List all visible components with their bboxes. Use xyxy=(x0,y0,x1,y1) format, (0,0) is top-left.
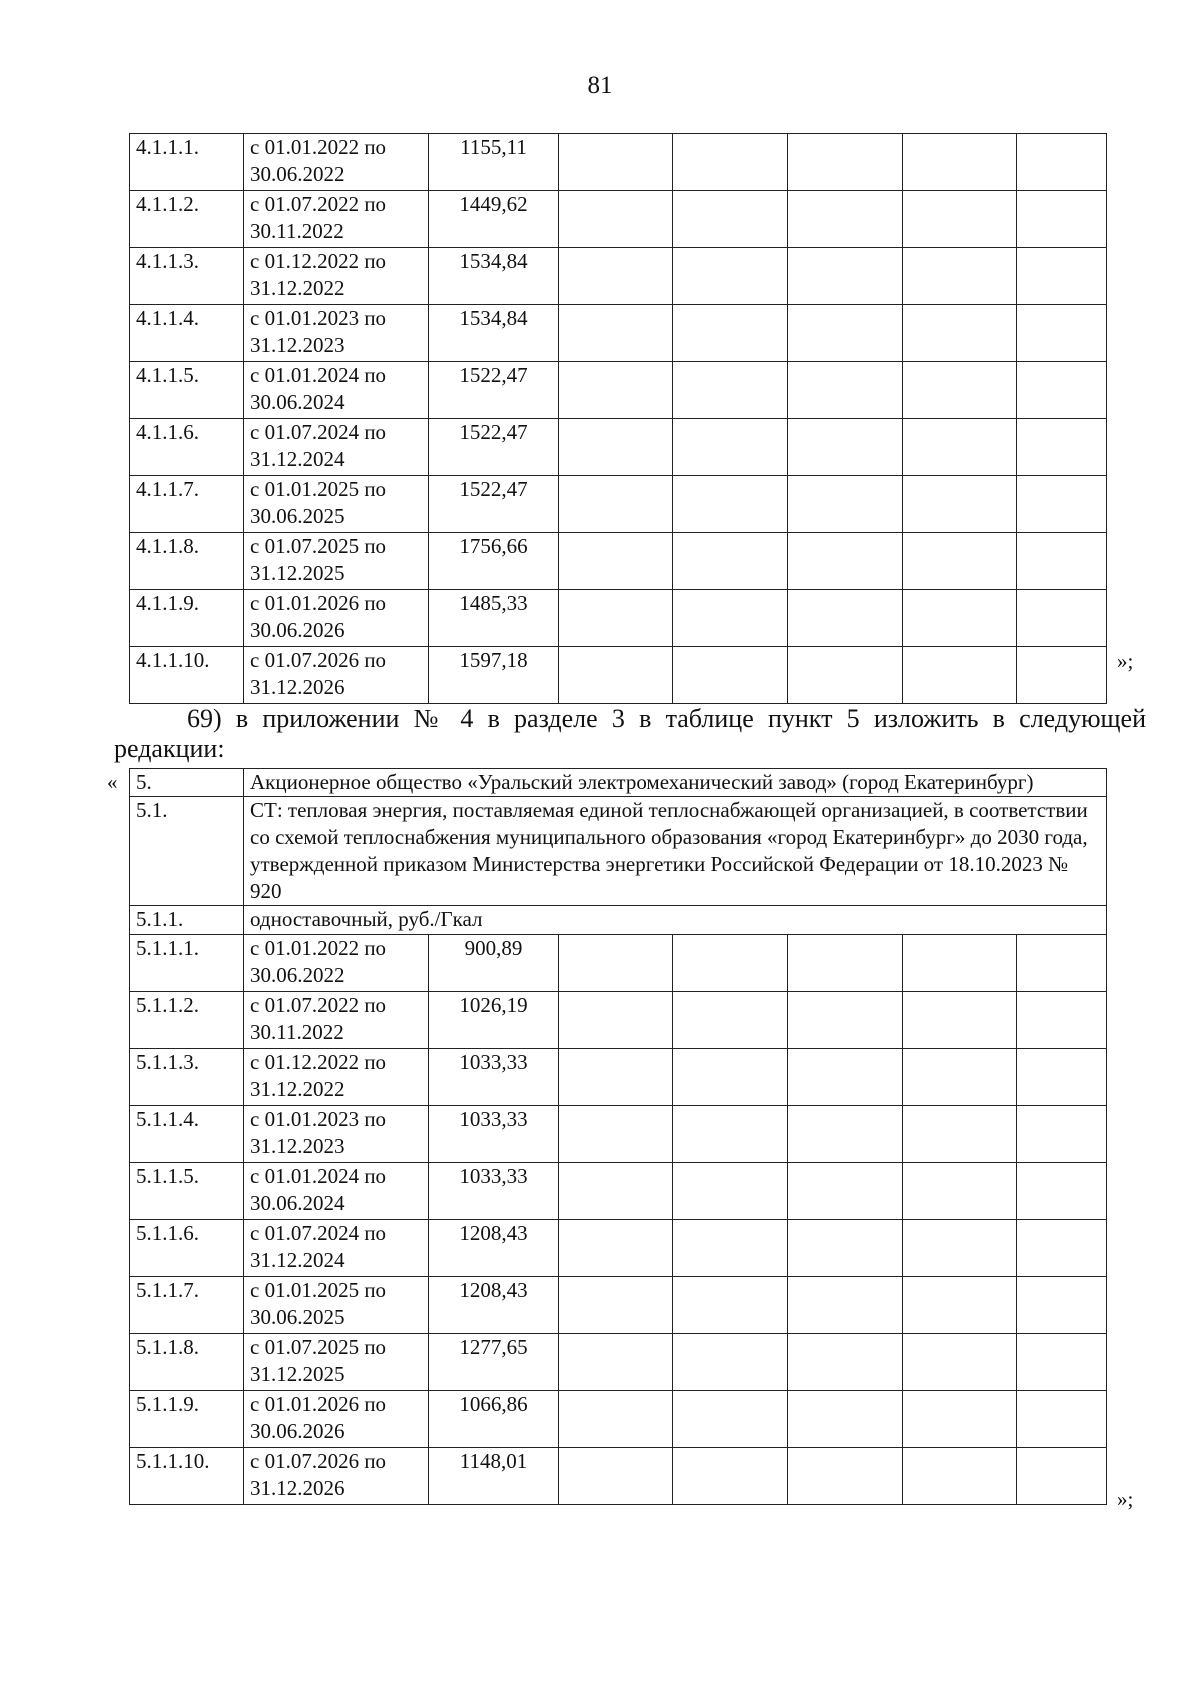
empty-cell xyxy=(559,1448,673,1505)
table-row xyxy=(130,248,1107,305)
tariff-table-continued xyxy=(129,133,1107,704)
empty-cell xyxy=(788,362,903,419)
empty-cell xyxy=(673,134,788,191)
empty-cell xyxy=(559,134,673,191)
empty-cell xyxy=(559,1220,673,1277)
closing-quote-mark: »; xyxy=(1117,1487,1134,1511)
row-code: 5.1.1.5. xyxy=(130,1163,244,1220)
page-number: 81 xyxy=(587,72,613,99)
empty-cell xyxy=(903,992,1017,1049)
row-period: с 01.07.2025 по 31.12.2025 xyxy=(244,533,429,590)
row-code: 5.1.1.6. xyxy=(130,1220,244,1277)
row-period: с 01.01.2022 по 30.06.2022 xyxy=(244,134,429,191)
empty-cell xyxy=(903,1448,1017,1505)
empty-cell xyxy=(788,1448,903,1505)
empty-cell xyxy=(559,1049,673,1106)
rate-type: одноставочный, руб./Гкал xyxy=(244,906,1107,935)
row-period: с 01.07.2026 по 31.12.2026 xyxy=(244,647,429,704)
empty-cell xyxy=(673,1220,788,1277)
org-name: Акционерное общество «Уральский электромеханический завод» (город Екатеринбург) xyxy=(244,769,1107,797)
table-row xyxy=(130,590,1107,647)
row-value: 900,89 xyxy=(429,935,559,992)
empty-cell xyxy=(673,533,788,590)
empty-cell xyxy=(788,1049,903,1106)
row-period: с 01.01.2022 по 30.06.2022 xyxy=(244,935,429,992)
row-period: с 01.07.2025 по 31.12.2025 xyxy=(244,1334,429,1391)
empty-cell xyxy=(673,935,788,992)
empty-cell xyxy=(673,1277,788,1334)
empty-cell xyxy=(559,992,673,1049)
row-value: 1449,62 xyxy=(429,191,559,248)
row-code: 5.1.1.2. xyxy=(130,992,244,1049)
empty-cell xyxy=(788,1277,903,1334)
row-code: 5.1.1.10. xyxy=(130,1448,244,1505)
empty-cell xyxy=(1017,362,1107,419)
row-code: 4.1.1.3. xyxy=(130,248,244,305)
table-row xyxy=(130,1391,1107,1448)
empty-cell xyxy=(788,191,903,248)
empty-cell xyxy=(1017,590,1107,647)
empty-cell xyxy=(903,1277,1017,1334)
table-row xyxy=(130,647,1107,704)
empty-cell xyxy=(903,305,1017,362)
tariff-table-section-5 xyxy=(129,768,1107,1505)
row-period: с 01.01.2025 по 30.06.2025 xyxy=(244,1277,429,1334)
empty-cell xyxy=(559,935,673,992)
empty-cell xyxy=(903,1334,1017,1391)
row-code: 5.1.1.3. xyxy=(130,1049,244,1106)
empty-cell xyxy=(788,647,903,704)
empty-cell xyxy=(673,1334,788,1391)
empty-cell xyxy=(903,134,1017,191)
empty-cell xyxy=(559,419,673,476)
row-value: 1208,43 xyxy=(429,1277,559,1334)
table-row xyxy=(130,1448,1107,1505)
empty-cell xyxy=(559,362,673,419)
empty-cell xyxy=(788,590,903,647)
empty-cell xyxy=(1017,134,1107,191)
row-period: с 01.07.2022 по 30.11.2022 xyxy=(244,992,429,1049)
empty-cell xyxy=(1017,1220,1107,1277)
empty-cell xyxy=(673,362,788,419)
empty-cell xyxy=(673,476,788,533)
row-value: 1756,66 xyxy=(429,533,559,590)
row-period: с 01.12.2022 по 31.12.2022 xyxy=(244,1049,429,1106)
row-value: 1534,84 xyxy=(429,305,559,362)
table-row xyxy=(130,1163,1107,1220)
empty-cell xyxy=(903,419,1017,476)
empty-cell xyxy=(673,1163,788,1220)
table-row xyxy=(130,476,1107,533)
empty-cell xyxy=(559,1163,673,1220)
empty-cell xyxy=(673,248,788,305)
empty-cell xyxy=(1017,305,1107,362)
row-code: 5.1.1.4. xyxy=(130,1106,244,1163)
empty-cell xyxy=(1017,1334,1107,1391)
row-period: с 01.07.2022 по 30.11.2022 xyxy=(244,191,429,248)
empty-cell xyxy=(903,1106,1017,1163)
table-row xyxy=(130,1334,1107,1391)
row-value: 1277,65 xyxy=(429,1334,559,1391)
row-period: с 01.01.2024 по 30.06.2024 xyxy=(244,362,429,419)
row-value: 1066,86 xyxy=(429,1391,559,1448)
table-row xyxy=(130,1049,1107,1106)
empty-cell xyxy=(788,476,903,533)
row-code: 4.1.1.5. xyxy=(130,362,244,419)
row-code: 5.1.1.9. xyxy=(130,1391,244,1448)
st-code: 5.1. xyxy=(130,797,244,906)
empty-cell xyxy=(788,1220,903,1277)
empty-cell xyxy=(903,935,1017,992)
table-row xyxy=(130,1277,1107,1334)
row-period: с 01.01.2026 по 30.06.2026 xyxy=(244,590,429,647)
table-row xyxy=(130,362,1107,419)
org-code: 5. xyxy=(130,769,244,797)
empty-cell xyxy=(559,476,673,533)
empty-cell xyxy=(673,1049,788,1106)
empty-cell xyxy=(559,590,673,647)
st-description: СТ: тепловая энергия, поставляемая единой теплоснабжающей организацией, в соответствии со схемой теплоснабжения муниципального образования «город Екатеринбург» до 2030 года, утвержденной приказом Министерства энергетики Российской Федерации от 18.10.2023 № 920 xyxy=(244,797,1107,906)
row-value: 1208,43 xyxy=(429,1220,559,1277)
table-row xyxy=(130,1220,1107,1277)
row-value: 1033,33 xyxy=(429,1163,559,1220)
empty-cell xyxy=(559,1391,673,1448)
row-code: 4.1.1.8. xyxy=(130,533,244,590)
empty-cell xyxy=(673,590,788,647)
empty-cell xyxy=(903,476,1017,533)
empty-cell xyxy=(1017,1391,1107,1448)
row-code: 4.1.1.1. xyxy=(130,134,244,191)
empty-cell xyxy=(788,248,903,305)
empty-cell xyxy=(673,1391,788,1448)
empty-cell xyxy=(673,191,788,248)
empty-cell xyxy=(1017,1106,1107,1163)
empty-cell xyxy=(788,1106,903,1163)
empty-cell xyxy=(903,647,1017,704)
empty-cell xyxy=(559,191,673,248)
table-row xyxy=(130,305,1107,362)
empty-cell xyxy=(673,992,788,1049)
row-value: 1148,01 xyxy=(429,1448,559,1505)
empty-cell xyxy=(559,248,673,305)
empty-cell xyxy=(903,590,1017,647)
row-code: 4.1.1.4. xyxy=(130,305,244,362)
empty-cell xyxy=(1017,1049,1107,1106)
empty-cell xyxy=(1017,476,1107,533)
amendment-instruction: 69) в приложении № 4 в разделе 3 в таблице пункт 5 изложить в следующей редакции: xyxy=(114,704,1146,763)
empty-cell xyxy=(903,362,1017,419)
empty-cell xyxy=(788,305,903,362)
empty-cell xyxy=(559,647,673,704)
row-code: 4.1.1.9. xyxy=(130,590,244,647)
row-value: 1522,47 xyxy=(429,362,559,419)
row-value: 1534,84 xyxy=(429,248,559,305)
empty-cell xyxy=(1017,533,1107,590)
table-row xyxy=(130,992,1107,1049)
empty-cell xyxy=(788,1391,903,1448)
empty-cell xyxy=(559,305,673,362)
row-value: 1522,47 xyxy=(429,419,559,476)
empty-cell xyxy=(559,533,673,590)
empty-cell xyxy=(788,419,903,476)
row-period: с 01.07.2024 по 31.12.2024 xyxy=(244,1220,429,1277)
empty-cell xyxy=(559,1334,673,1391)
row-value: 1485,33 xyxy=(429,590,559,647)
empty-cell xyxy=(788,1163,903,1220)
row-code: 4.1.1.2. xyxy=(130,191,244,248)
empty-cell xyxy=(788,992,903,1049)
row-period: с 01.07.2026 по 31.12.2026 xyxy=(244,1448,429,1505)
empty-cell xyxy=(903,533,1017,590)
empty-cell xyxy=(1017,1277,1107,1334)
empty-cell xyxy=(903,1220,1017,1277)
empty-cell xyxy=(1017,191,1107,248)
rate-row xyxy=(130,906,1107,935)
empty-cell xyxy=(673,647,788,704)
table-row xyxy=(130,419,1107,476)
empty-cell xyxy=(788,533,903,590)
row-code: 5.1.1.8. xyxy=(130,1334,244,1391)
row-code: 5.1.1.7. xyxy=(130,1277,244,1334)
closing-quote-mark: »; xyxy=(1117,649,1134,673)
empty-cell xyxy=(1017,647,1107,704)
table-row xyxy=(130,134,1107,191)
empty-cell xyxy=(903,1391,1017,1448)
table-row xyxy=(130,935,1107,992)
empty-cell xyxy=(559,1106,673,1163)
row-code: 4.1.1.10. xyxy=(130,647,244,704)
empty-cell xyxy=(1017,935,1107,992)
row-period: с 01.01.2023 по 31.12.2023 xyxy=(244,305,429,362)
row-period: с 01.01.2025 по 30.06.2025 xyxy=(244,476,429,533)
empty-cell xyxy=(673,1106,788,1163)
row-value: 1597,18 xyxy=(429,647,559,704)
empty-cell xyxy=(903,1163,1017,1220)
table-row xyxy=(130,1106,1107,1163)
empty-cell xyxy=(788,1334,903,1391)
row-value: 1026,19 xyxy=(429,992,559,1049)
opening-quote-mark: « xyxy=(107,770,118,794)
row-code: 4.1.1.7. xyxy=(130,476,244,533)
row-code: 5.1.1.1. xyxy=(130,935,244,992)
empty-cell xyxy=(903,1049,1017,1106)
row-period: с 01.07.2024 по 31.12.2024 xyxy=(244,419,429,476)
st-row xyxy=(130,797,1107,906)
empty-cell xyxy=(903,191,1017,248)
org-row xyxy=(130,769,1107,797)
row-period: с 01.01.2026 по 30.06.2026 xyxy=(244,1391,429,1448)
row-code: 4.1.1.6. xyxy=(130,419,244,476)
empty-cell xyxy=(788,134,903,191)
row-value: 1033,33 xyxy=(429,1049,559,1106)
empty-cell xyxy=(788,935,903,992)
empty-cell xyxy=(1017,419,1107,476)
row-period: с 01.01.2024 по 30.06.2024 xyxy=(244,1163,429,1220)
row-period: с 01.12.2022 по 31.12.2022 xyxy=(244,248,429,305)
row-value: 1155,11 xyxy=(429,134,559,191)
row-period: с 01.01.2023 по 31.12.2023 xyxy=(244,1106,429,1163)
empty-cell xyxy=(1017,1448,1107,1505)
empty-cell xyxy=(1017,248,1107,305)
empty-cell xyxy=(559,1277,673,1334)
empty-cell xyxy=(673,1448,788,1505)
empty-cell xyxy=(903,248,1017,305)
row-value: 1522,47 xyxy=(429,476,559,533)
empty-cell xyxy=(673,305,788,362)
rate-code: 5.1.1. xyxy=(130,906,244,935)
empty-cell xyxy=(1017,992,1107,1049)
empty-cell xyxy=(673,419,788,476)
table-row xyxy=(130,533,1107,590)
row-value: 1033,33 xyxy=(429,1106,559,1163)
table-row xyxy=(130,191,1107,248)
empty-cell xyxy=(1017,1163,1107,1220)
